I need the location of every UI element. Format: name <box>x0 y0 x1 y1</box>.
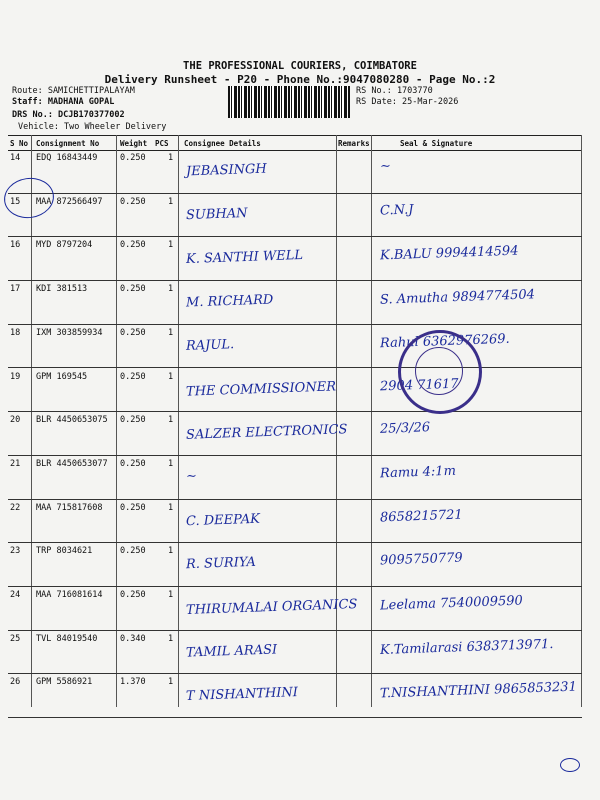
row-pcs: 1 <box>168 371 174 382</box>
row-consignment-no: KDI 381513 <box>36 284 88 295</box>
row-sno: 16 <box>10 240 21 251</box>
row-weight: 0.250 <box>120 502 146 513</box>
row-weight: 0.250 <box>120 153 146 163</box>
vehicle-text: Vehicle: Two Wheeler Delivery <box>18 122 167 132</box>
handwritten-consignee: K. SANTHI WELL <box>185 248 304 268</box>
rs-number: RS No.: 1703770 <box>356 86 433 96</box>
row-consignment-no: IXM 303859934 <box>36 327 103 338</box>
col-consignment: Consignment No <box>36 139 100 148</box>
row-consignment-no: MAA 716081614 <box>36 590 103 600</box>
handwritten-signature: 9095750779 <box>379 550 463 569</box>
row-pcs: 1 <box>168 546 174 557</box>
table-row <box>8 280 582 325</box>
table-row <box>8 149 582 194</box>
document-title: THE PROFESSIONAL COURIERS, COIMBATORE <box>183 60 417 72</box>
row-weight: 0.250 <box>120 415 146 426</box>
barcode <box>228 86 350 118</box>
table-row <box>8 586 582 631</box>
handwritten-signature: T.NISHANTHINI 9865853231 <box>379 679 578 702</box>
row-pcs: 1 <box>168 196 174 207</box>
row-weight: 0.250 <box>120 327 146 338</box>
row-weight: 0.250 <box>120 284 146 295</box>
row-consignment-no: BLR 4450653075 <box>36 415 108 426</box>
rs-date: RS Date: 25-Mar-2026 <box>356 97 459 107</box>
row-pcs: 1 <box>168 240 174 251</box>
row-consignment-no: MAA 872566497 <box>36 196 103 207</box>
table-row <box>8 324 582 369</box>
row-pcs: 1 <box>168 327 174 338</box>
row-weight: 0.250 <box>120 590 146 600</box>
table-row <box>8 630 582 675</box>
drs-number: DRS No.: DCJB170377002 <box>12 110 125 120</box>
row-sno: 21 <box>10 458 21 469</box>
row-sno: 26 <box>10 677 21 688</box>
handwritten-consignee: TAMIL ARASI <box>185 642 278 661</box>
row-pcs: 1 <box>168 415 174 426</box>
handwritten-consignee: SALZER ELECTRONICS <box>185 422 348 443</box>
handwritten-signature: 25/3/26 <box>379 420 431 438</box>
row-sno: 20 <box>10 415 21 426</box>
row-weight: 0.250 <box>120 458 146 469</box>
table-row <box>8 411 582 456</box>
row-consignment-no: TVL 84019540 <box>36 633 98 644</box>
row-weight: 0.250 <box>120 196 146 207</box>
handwritten-consignee: C. DEEPAK <box>185 511 261 529</box>
row-weight: 0.340 <box>120 633 146 644</box>
row-pcs: 1 <box>168 153 174 163</box>
row-weight: 0.250 <box>120 371 146 382</box>
row-consignment-no: GPM 169545 <box>36 371 88 382</box>
handwritten-signature: 8658215721 <box>379 507 463 526</box>
table-row <box>8 236 582 281</box>
table-row <box>8 499 582 544</box>
col-remarks: Remarks <box>338 139 370 148</box>
handwritten-consignee: T NISHANTHINI <box>185 685 299 705</box>
handwritten-consignee: JEBASINGH <box>185 161 268 180</box>
col-sno: S No <box>10 139 29 148</box>
staff-text: Staff: MADHANA GOPAL <box>12 97 115 107</box>
row-pcs: 1 <box>168 284 174 295</box>
handwritten-signature: K.Tamilarasi 6383713971. <box>379 636 554 658</box>
handwritten-consignee: ~ <box>185 468 198 485</box>
handwritten-signature: 2904 71617 <box>379 376 459 394</box>
handwritten-signature: Leelama 7540009590 <box>379 593 524 614</box>
handwritten-signature: K.BALU 9994414594 <box>379 243 519 264</box>
row-pcs: 1 <box>168 633 174 644</box>
handwritten-consignee: THIRUMALAI ORGANICS <box>185 597 358 618</box>
row-consignment-no: EDQ 16843449 <box>36 153 98 163</box>
row-weight: 0.250 <box>120 546 146 557</box>
row-consignment-no: MAA 715817608 <box>36 502 103 513</box>
handwritten-consignee: SUBHAN <box>185 205 248 223</box>
handwritten-consignee: M. RICHARD <box>185 292 274 311</box>
row-sno: 22 <box>10 502 21 513</box>
col-weight: Weight <box>120 139 148 148</box>
handwritten-signature: ~ <box>379 158 392 175</box>
company-seal-stamp <box>398 330 482 414</box>
row-sno: 18 <box>10 327 21 338</box>
row-weight: 0.250 <box>120 240 146 251</box>
table-row <box>8 542 582 587</box>
handwritten-signature: S. Amutha 9894774504 <box>379 287 536 308</box>
col-consignee: Consignee Details <box>184 139 261 148</box>
table-row <box>8 368 582 413</box>
handwritten-consignee: THE COMMISSIONER <box>185 378 337 400</box>
row-sno: 19 <box>10 371 21 382</box>
handwritten-signature: C.N.J <box>379 202 414 219</box>
table-row <box>8 455 582 500</box>
table-row <box>8 193 582 238</box>
row-pcs: 1 <box>168 677 174 688</box>
row-consignment-no: BLR 4450653077 <box>36 458 108 469</box>
col-seal: Seal & Signature <box>400 139 473 148</box>
row-pcs: 1 <box>168 502 174 513</box>
row-sno: 15 <box>10 196 21 207</box>
row-consignment-no: TRP 8034621 <box>36 546 93 557</box>
route-text: Route: SAMICHETTIPALAYAM <box>12 86 135 96</box>
document-subtitle: Delivery Runsheet - P20 - Phone No.:9047080280 - Page No.:2 <box>104 73 496 86</box>
row-consignment-no: MYD 8797204 <box>36 240 93 251</box>
handwritten-consignee: R. SURIYA <box>185 555 257 573</box>
runsheet-table <box>8 135 582 707</box>
row-sno: 23 <box>10 546 21 557</box>
row-pcs: 1 <box>168 458 174 469</box>
row-sno: 17 <box>10 284 21 295</box>
handwritten-signature: Ramu 4:1m <box>379 463 457 482</box>
row-sno: 24 <box>10 590 21 600</box>
row-sno: 25 <box>10 633 21 644</box>
row-weight: 1.370 <box>120 677 146 688</box>
handwritten-signature: Rahul 6362976269. <box>379 331 510 352</box>
row-sno: 14 <box>10 153 21 163</box>
handwritten-consignee: RAJUL. <box>185 336 235 354</box>
col-pcs: PCS <box>155 139 169 148</box>
row-consignment-no: GPM 5586921 <box>36 677 93 688</box>
pen-loop-mark <box>560 758 580 772</box>
row-pcs: 1 <box>168 590 174 600</box>
table-row <box>8 673 582 718</box>
